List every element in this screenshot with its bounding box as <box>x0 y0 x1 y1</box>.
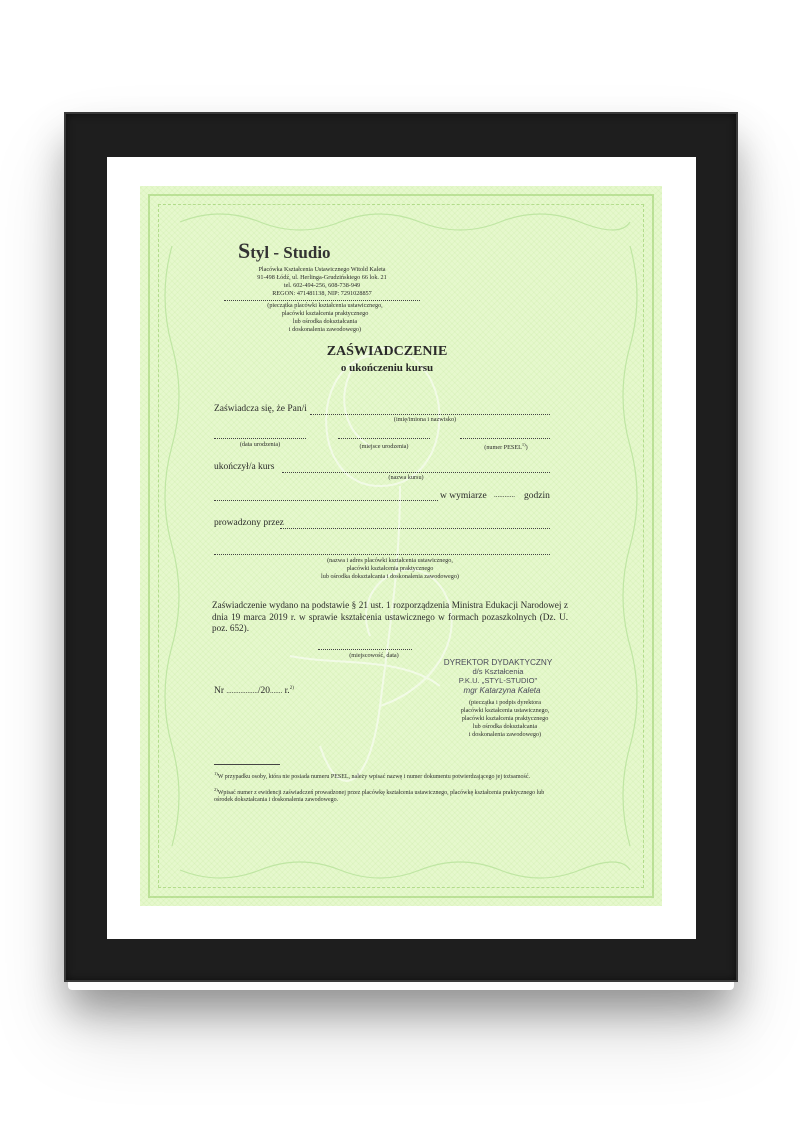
signature-caption-line: (pieczątka i podpis dyrektora <box>469 699 541 706</box>
signature-caption-line: lub ośrodka dokształcania <box>472 723 538 730</box>
course-dotted-line-2 <box>214 500 438 501</box>
register-number-prefix: Nr <box>214 686 225 697</box>
institution-line: Placówka Kształcenia Ustawicznego Witold Kaleta <box>258 266 386 273</box>
stamp-caption-line: i doskonalenia zawodowego) <box>288 326 362 333</box>
document-subtitle: o ukończeniu kursu <box>340 362 434 374</box>
birth-place-line <box>338 438 430 439</box>
birth-place-caption: (miejsce urodzenia) <box>359 443 409 450</box>
certificate <box>140 186 662 906</box>
footnote-1: $^{1)}$W przypadku osoby, która nie posiada numeru PESEL, należy wpisać nazwę i numer dokumentu potwierdzającego jej tożsamość. <box>214 771 530 780</box>
stamp-dotted-line <box>224 300 420 301</box>
footnote-separator <box>214 764 280 765</box>
stamp-caption-line: lub ośrodka dokształcania <box>292 318 358 325</box>
legal-basis-paragraph: Zaświadczenie wydano na podstawie § 21 ust. 1 rozporządzenia Ministra Edukacji Narodowej z dnia 19 marca 2019 r. w sprawie kształcenia ustawicznego w formach pozaszkolnych (Dz. U. poz. 652). <box>212 600 568 633</box>
conductor-dotted-line-2 <box>214 554 550 555</box>
institution-line: tel. 602-494-256, 608-738-949 <box>283 282 361 289</box>
conductor-caption-line: placówki kształcenia praktycznego <box>346 565 434 572</box>
course-caption: (nazwa kursu) <box>388 474 424 481</box>
signature-caption-line: placówki kształcenia praktycznego <box>461 715 549 722</box>
signature-caption-line: i doskonalenia zawodowego) <box>468 731 542 738</box>
name-dotted-line <box>310 414 550 415</box>
hours-dots: ............ <box>494 491 515 499</box>
certifies-label: Zaświadcza się, że Pan/i <box>214 404 307 414</box>
director-subtitle: d/s Kształcenia <box>472 667 524 676</box>
conducted-label: prowadzony przez <box>214 518 284 528</box>
director-name: mgr Katarzyna Kaleta <box>463 686 541 695</box>
course-label: ukończył/a kurs <box>214 462 275 472</box>
institution-line: 91-498 Łódź, ul. Herlinga-Grudzińskiego 66 lok. 21 <box>257 274 387 281</box>
register-number: Nr ................../20....... r.$^{2)}$ <box>214 686 294 697</box>
director-title: DYREKTOR DYDAKTYCZNY <box>443 658 553 667</box>
conductor-caption-line: (nazwa i adres placówki kształcenia ustawicznego, <box>327 557 453 564</box>
birth-date-line <box>214 438 306 439</box>
hours-unit: godzin <box>524 491 550 501</box>
place-date-caption: (miejscowość, data) <box>349 652 399 659</box>
document-title: ZAŚWIADCZENIE <box>326 344 448 359</box>
birth-date-caption: (data urodzenia) <box>239 441 281 448</box>
footnote-2: $^{2)}$Wpisać numer z ewidencji zaświadczeń prowadzonej przez placówkę kształcenia ustawicznego, placówkę kształcenia praktycznego lub ośrodek dokształcania i doskonalenia zawodowego. <box>214 787 545 804</box>
course-dotted-line <box>282 472 550 473</box>
name-caption: (imię/imiona i nazwisko) <box>393 416 457 423</box>
pesel-line <box>460 438 550 439</box>
place-date-line <box>318 649 412 650</box>
school-logo: Styl - Studio <box>238 238 331 263</box>
hours-label: w wymiarze <box>440 491 487 501</box>
institution-line: REGON: 471481138, NIP: 7291028857 <box>272 290 372 297</box>
pesel-caption: (numer PESEL$^{1)}$) <box>484 442 528 452</box>
stamp-caption-line: (pieczątka placówki kształcenia ustawicznego, <box>267 302 383 309</box>
conductor-dotted-line <box>280 528 550 529</box>
stamp-caption-line: placówki kształcenia praktycznego <box>281 310 369 317</box>
director-institution: P.K.U. „STYL-STUDIO" <box>458 676 538 685</box>
signature-caption-line: placówki kształcenia ustawicznego, <box>460 707 550 714</box>
conductor-caption-line: lub ośrodka dokształcania i doskonalenia zawodowego) <box>321 573 459 580</box>
